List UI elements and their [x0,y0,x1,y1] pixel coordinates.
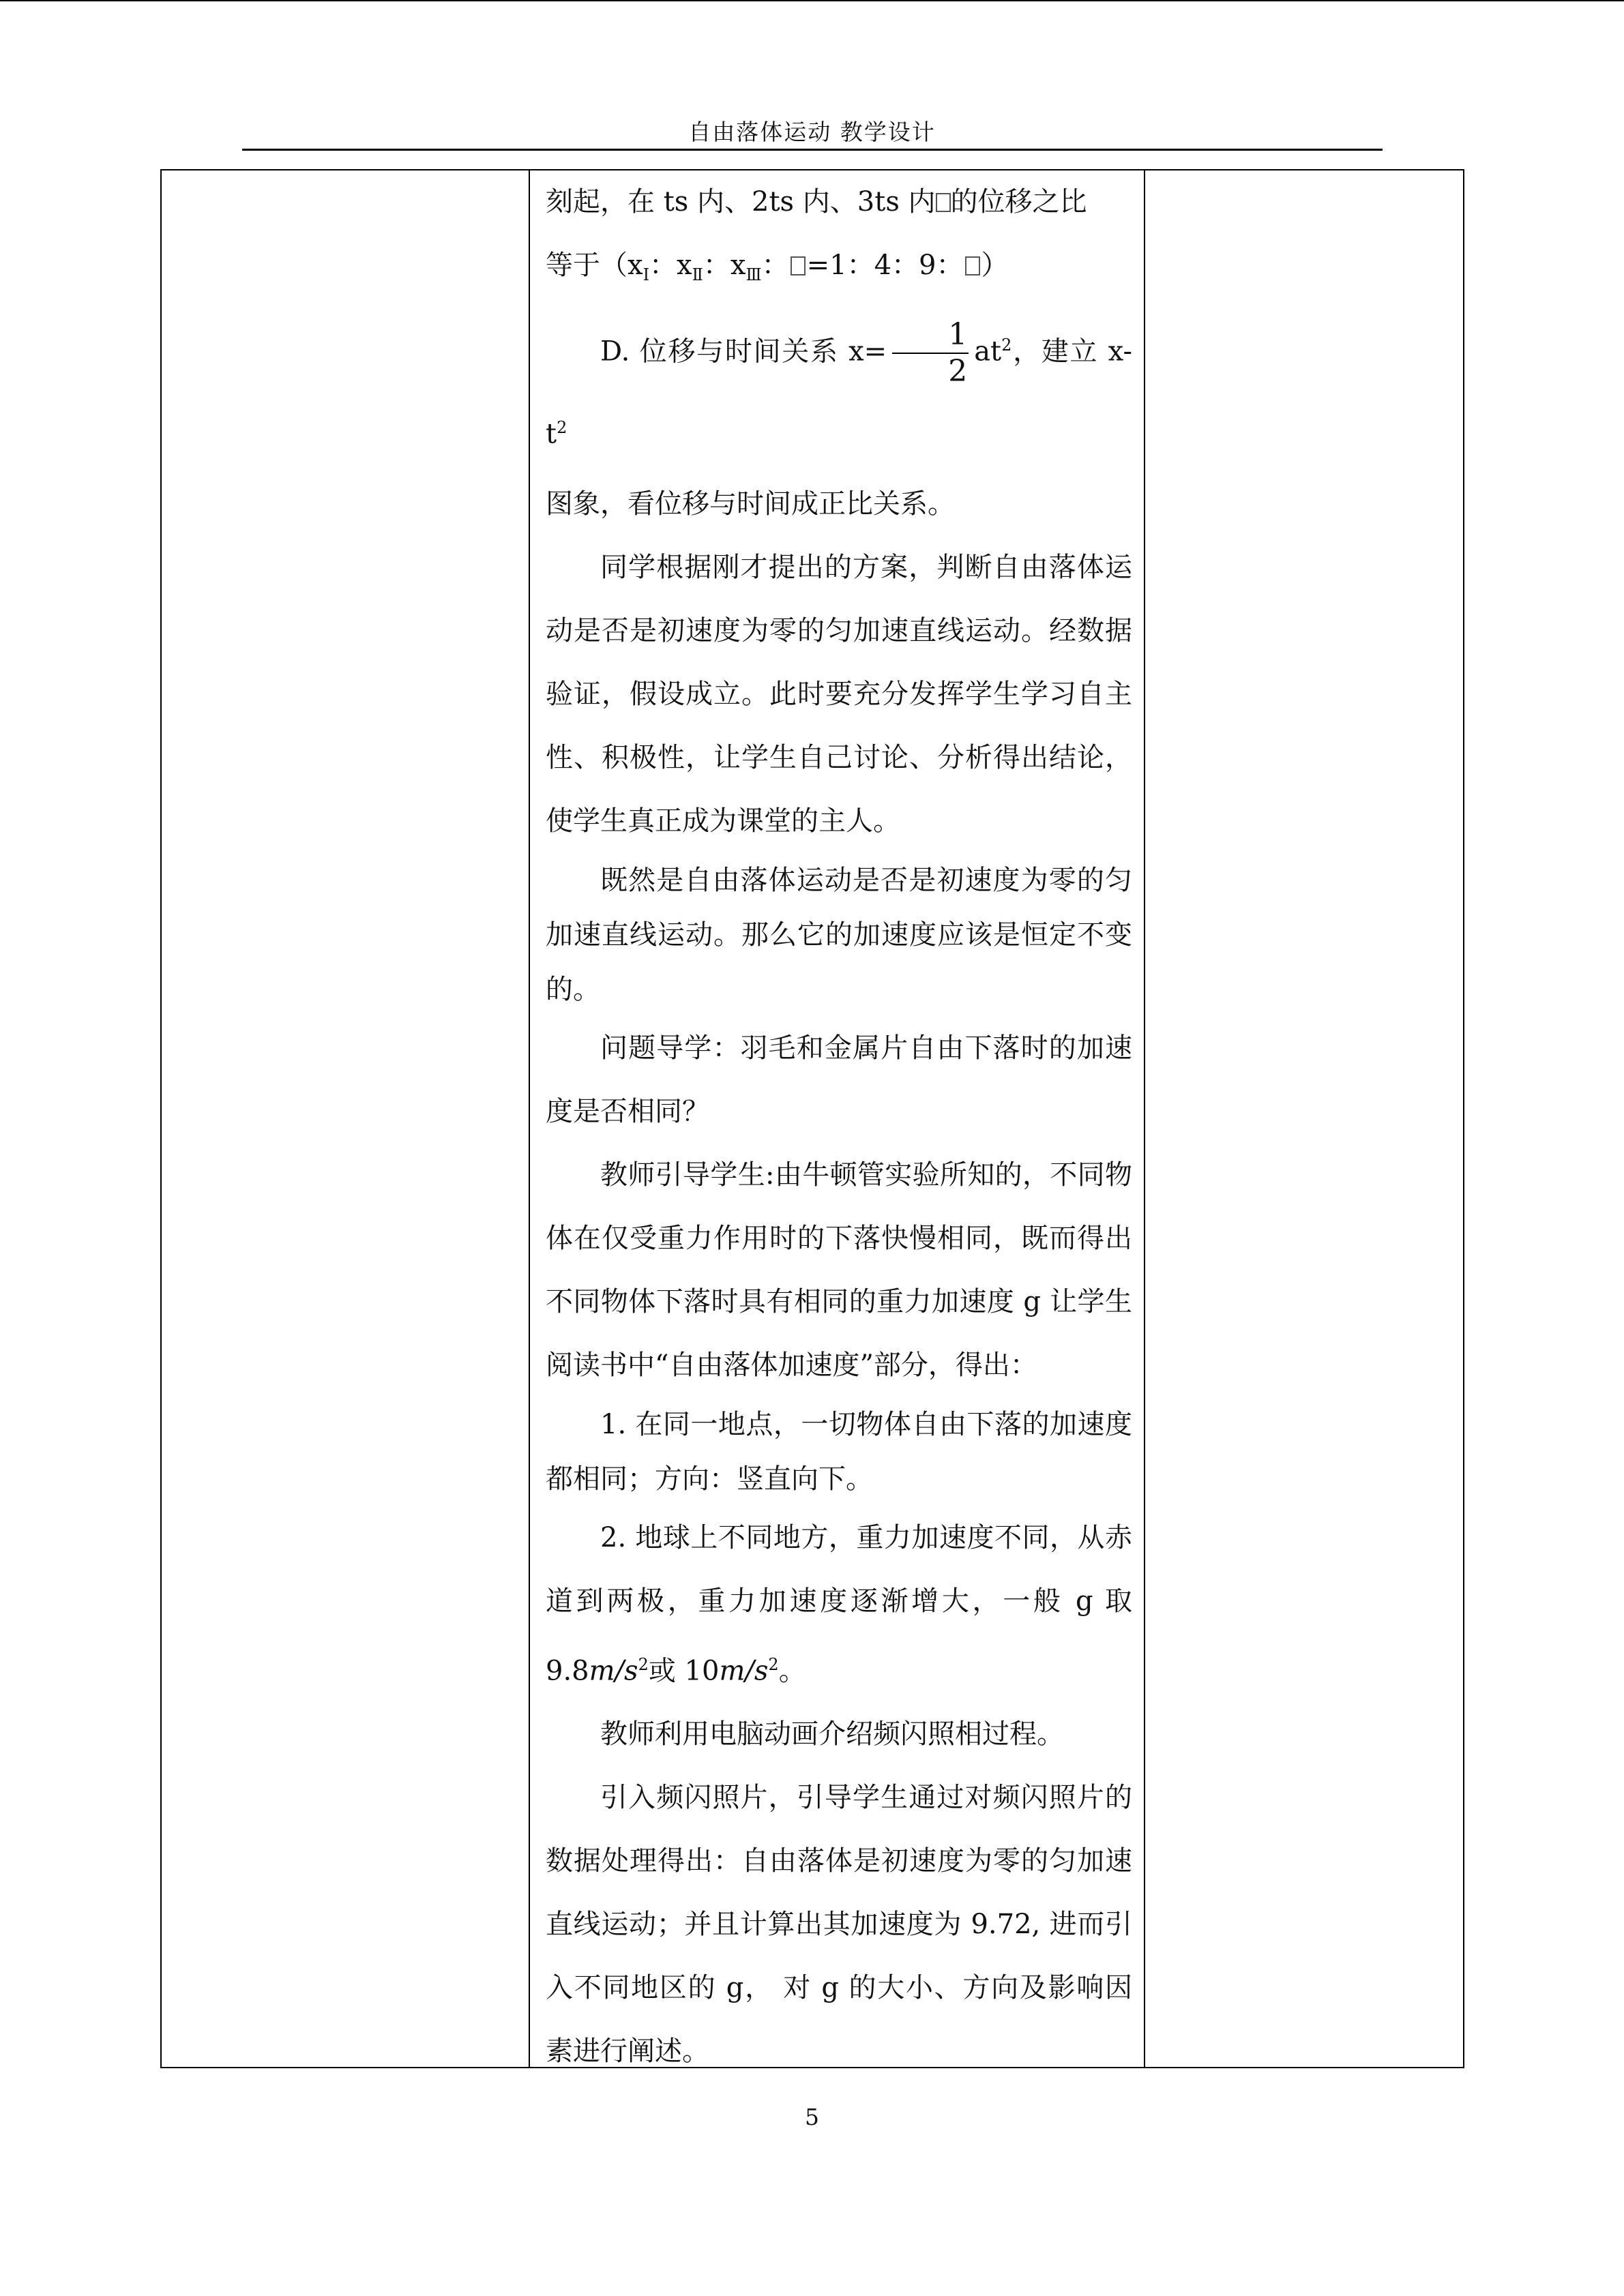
missing-glyph-box [936,193,951,212]
paragraph-animation: 教师利用电脑动画介绍频闪照相过程。 [600,1718,1064,1750]
paragraph-strobe-photo: 引入频闪照片，引导学生通过对频闪照片的数据处理得出：自由落体是初速度为零的匀加速直线运动；并且计算出其加速度为 9.72, 进而引入不同地区的 g， 对 g 的大小、方向及影响因素进行阐述。 [546,1781,1132,2067]
missing-glyph-box [965,256,980,275]
content-cell [546,170,1132,2083]
paragraph-hypothesis-verified: 同学根据刚才提出的方案，判断自由落体运动是否是初速度为零的匀加速直线运动。经数据验证，假设成立。此时要充分发挥学生学习自主性、积极性，让学生自己讨论、分析得出结论，使学生真正成为课堂的主人。 [546,551,1132,837]
missing-glyph-box [791,256,806,275]
page-top-border [0,0,1624,1]
paragraph-option-d: D. 位移与时间关系 x= $\frac{1}{2}$ $at^2$，建立 x- $t^2$ [546,317,1132,450]
paragraph-displacement-ratio-1: 刻起，在 ts 内、2ts 内、3ts 内 的位移之比 [546,186,1087,218]
paragraph-question: 问题导学：羽毛和金属片自由下落时的加速度是否相同？ [546,1032,1132,1127]
page-header-title: 自由落体运动 教学设计 [688,119,936,145]
paragraph-teacher-guide: 教师引导学生:由牛顿管实验所知的，不同物体在仅受重力作用时的下落快慢相同，既而得出不同物体下落时具有相同的重力加速度 g 让学生阅读书中“自由落体加速度”部分，得出： [546,1159,1132,1381]
fraction-one-half: $\frac{1}{2}$ [892,320,969,387]
header-rule [242,149,1383,151]
paragraph-displacement-ratio-2: 等于（$x_Ⅰ$：$x_Ⅱ$：$x_Ⅲ$： =1：4：9： ） [546,250,1009,284]
lesson-table [160,169,1464,2068]
column-divider-left [529,170,530,2067]
paragraph-option-d-line2: 图象，看位移与时间成正比关系。 [546,488,955,520]
paragraph-constant-acceleration: 既然是自由落体运动是否是初速度为零的匀加速直线运动。那么它的加速度应该是恒定不变的。 [546,864,1132,1005]
paragraph-point-2: 2. 地球上不同地方，重力加速度不同，从赤道到两极，重力加速度逐渐增大，一般 g 取 $9.8m/s^2$或 $10m/s^2$。 [546,1521,1132,1686]
column-divider-right [1144,170,1145,2067]
paragraph-point-1: 1. 在同一地点，一切物体自由下落的加速度都相同；方向：竖直向下。 [546,1408,1132,1495]
page-number: 5 [805,2104,819,2130]
